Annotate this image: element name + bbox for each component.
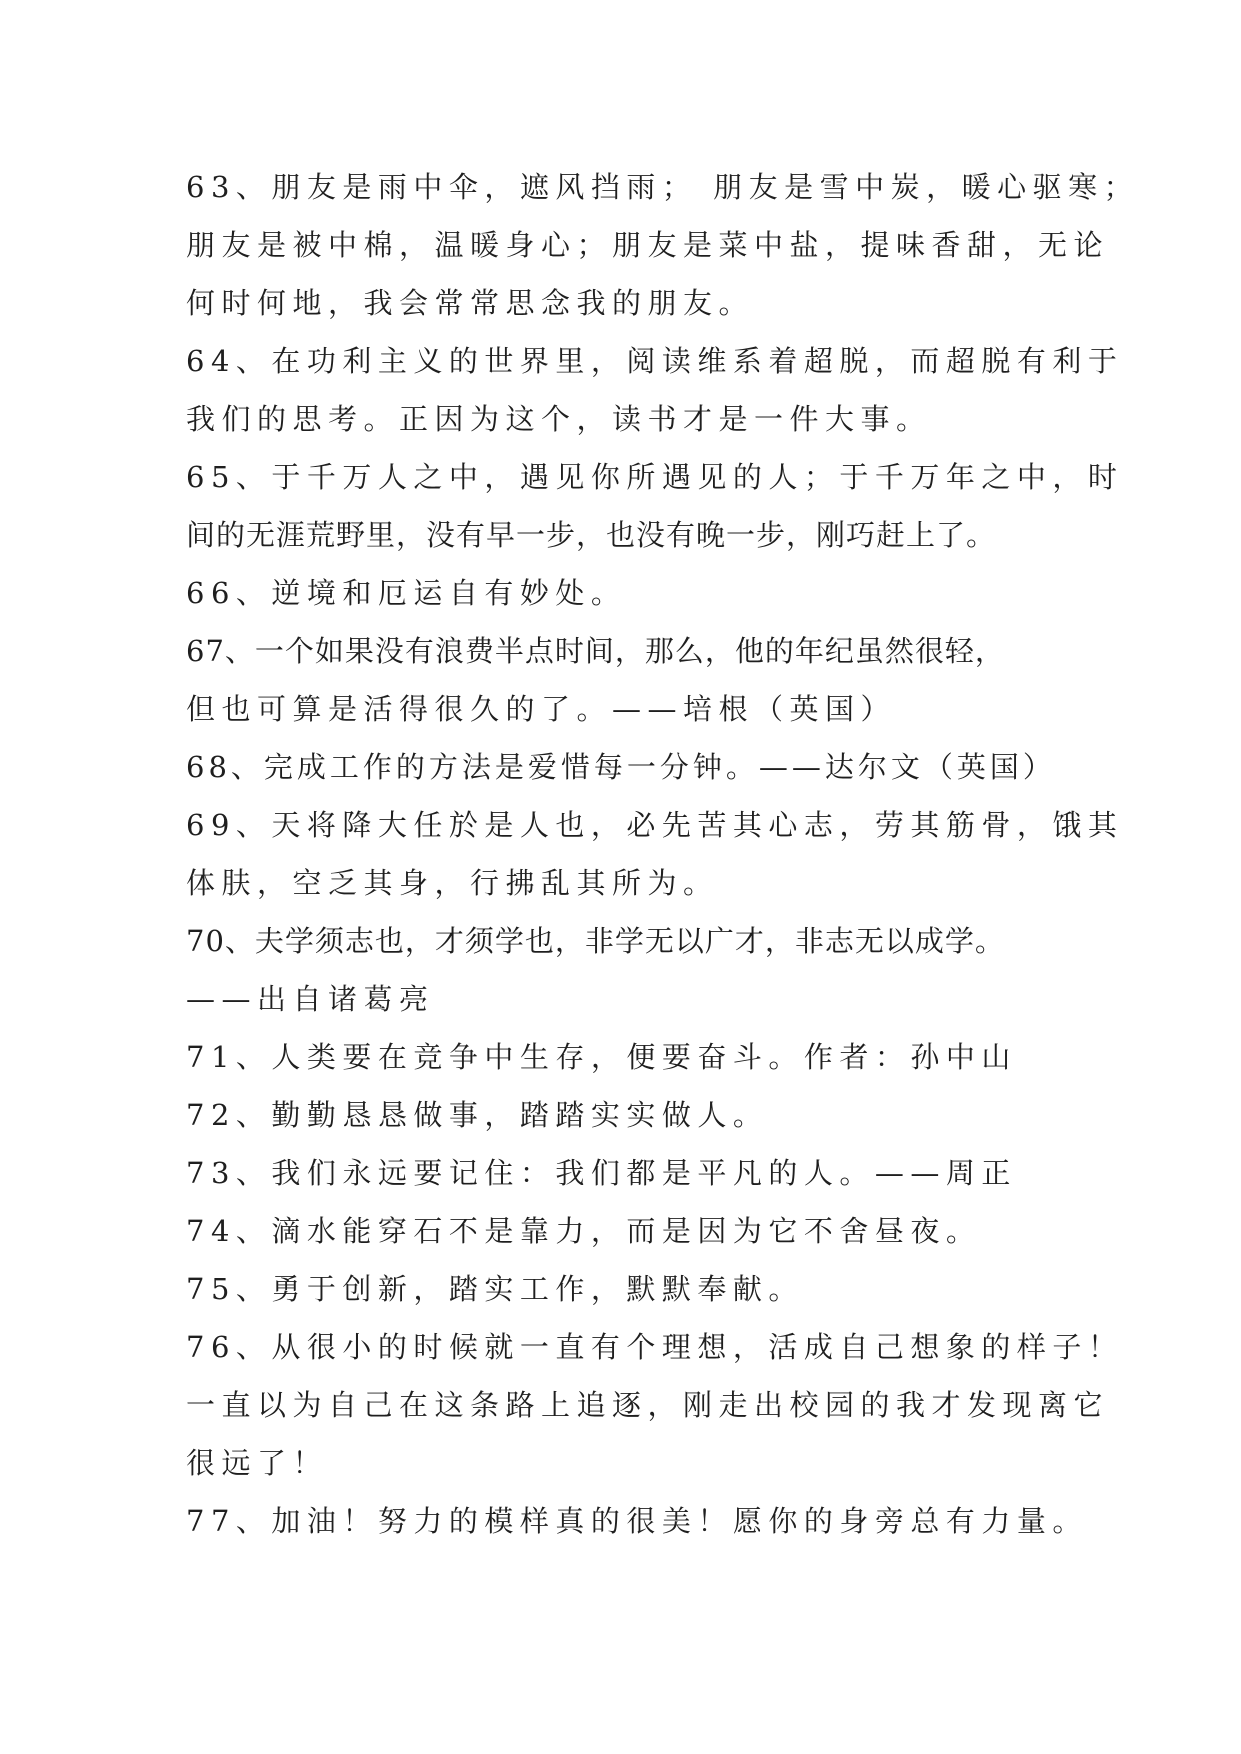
text-line-8: 66、逆境和厄运自有妙处。: [186, 576, 627, 610]
text-line-24: 77、加油！努力的模样真的很美！愿你的身旁总有力量。: [186, 1504, 1088, 1538]
text-line-14: 70、夫学须志也，才须学也，非学无以广才，非志无以成学。: [186, 924, 1005, 958]
text-line-10: 但也可算是活得很久的了。——培根（英国）: [186, 692, 897, 726]
text-line-12: 69、天将降大任於是人也，必先苦其心志，劳其筋骨，饿其: [186, 808, 1124, 842]
text-line-6: 65、于千万人之中，遇见你所遇见的人；于千万年之中，时: [186, 460, 1124, 494]
text-line-22: 一直以为自己在这条路上追逐，刚走出校园的我才发现离它: [186, 1388, 1110, 1422]
text-line-4: 64、在功利主义的世界里，阅读维系着超脱，而超脱有利于: [186, 344, 1124, 378]
text-line-21: 76、从很小的时候就一直有个理想，活成自己想象的样子！: [186, 1330, 1124, 1364]
text-line-23: 很远了！: [186, 1446, 329, 1480]
text-line-5: 我们的思考。正因为这个，读书才是一件大事。: [186, 402, 932, 436]
text-line-2: 朋友是被中棉，温暖身心；朋友是菜中盐，提味香甜，无论: [186, 228, 1110, 262]
text-line-20: 75、勇于创新，踏实工作，默默奉献。: [186, 1272, 804, 1306]
text-line-19: 74、滴水能穿石不是靠力，而是因为它不舍昼夜。: [186, 1214, 982, 1248]
text-line-18: 73、我们永远要记住：我们都是平凡的人。——周正: [186, 1156, 1017, 1190]
text-line-16: 71、人类要在竞争中生存，便要奋斗。作者：孙中山: [186, 1040, 1017, 1074]
text-line-15: ——出自诸葛亮: [186, 982, 435, 1016]
text-line-17: 72、勤勤恳恳做事，踏踏实实做人。: [186, 1098, 769, 1132]
text-line-13: 体肤，空乏其身，行拂乱其所为。: [186, 866, 719, 900]
document-body: [186, 158, 1140, 1550]
text-line-7: 间的无涯荒野里，没有早一步，也没有晚一步，刚巧赶上了。: [186, 518, 997, 552]
text-line-9: 67、一个如果没有浪费半点时间，那么，他的年纪虽然很轻，: [186, 634, 1005, 668]
text-line-1: 63、朋友是雨中伞，遮风挡雨； 朋友是雪中炭，暖心驱寒；: [186, 170, 1140, 204]
text-line-11: 68、完成工作的方法是爱惜每一分钟。——达尔文（英国）: [186, 750, 1056, 784]
text-line-3: 何时何地，我会常常思念我的朋友。: [186, 286, 755, 320]
